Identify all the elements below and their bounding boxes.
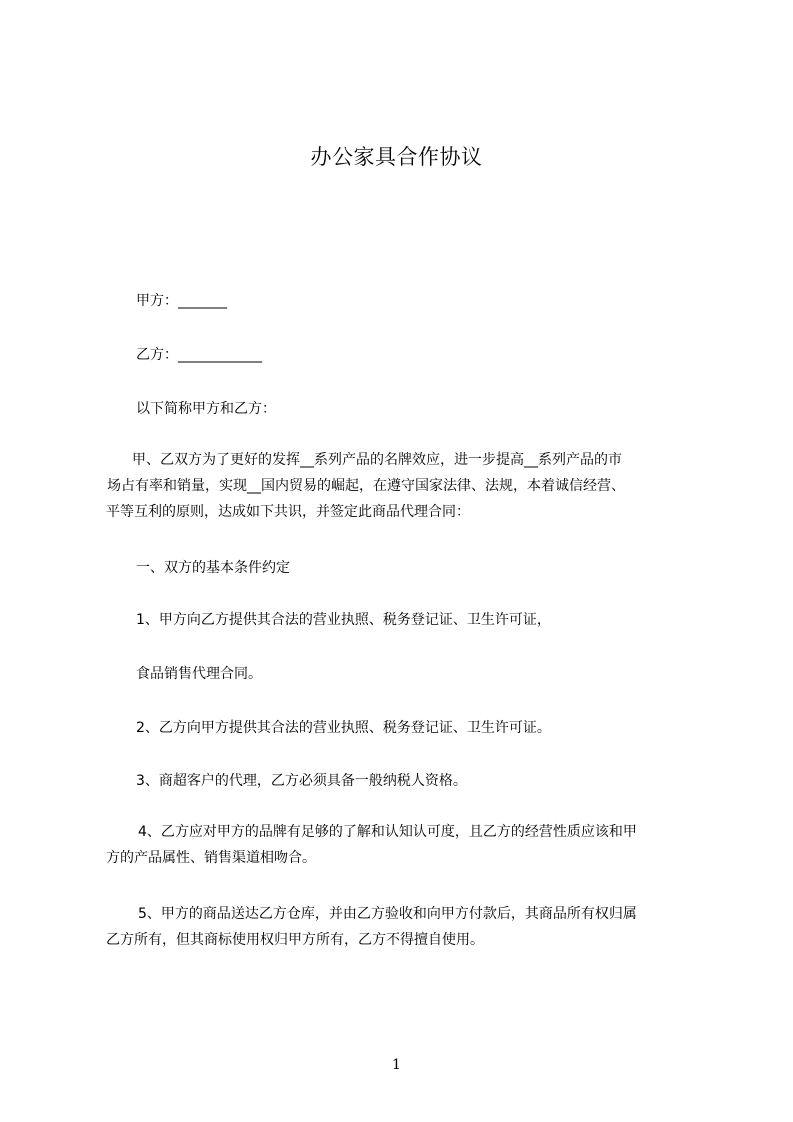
preamble-paragraph [106,447,706,525]
clause-5-line: 5、甲方的商品送达乙方仓库，并由乙方验收和向甲方付款后，其商品所有权归属 [138,906,637,922]
clause-4-paragraph [106,819,706,871]
preamble-line: 场占有率和销量，实现__国内贸易的崛起，在遵守国家法律、法规，本着诚信经营、 [107,478,625,494]
clause-2: 2、乙方向甲方提供其合法的营业执照、税务登记证、卫生许可证。 [136,720,551,736]
clause-1-continuation: 食品销售代理合同。 [136,666,262,682]
party-a-line: 甲方：_______ [136,293,227,309]
clause-4-line: 4、乙方应对甲方的品牌有足够的了解和认知认可度，且乙方的经营性质应该和甲 [138,824,637,840]
section-1-heading: 一、双方的基本条件约定 [136,560,290,576]
clause-1: 1、甲方向乙方提供其合法的营业执照、税务登记证、卫生许可证， [136,612,551,628]
preamble-line: 甲、乙双方为了更好的发挥__系列产品的名牌效应，进一步提高__系列产品的市 [118,452,622,468]
party-b-line: 乙方：____________ [136,347,262,363]
intro-line: 以下简称甲方和乙方： [136,401,276,417]
clause-5-paragraph [106,901,706,953]
page-number: 1 [392,1057,401,1073]
clause-4-line: 方的产品属性、销售渠道相吻合。 [106,850,316,866]
clause-3: 3、商超客户的代理，乙方必须具备一般纳税人资格。 [136,773,467,789]
preamble-line: 平等互利的原则，达成如下共识，并签定此商品代理合同： [106,504,470,520]
clause-5-line: 乙方所有，但其商标使用权归甲方所有，乙方不得擅自使用。 [106,932,484,948]
document-title: 办公家具合作协议 [310,145,483,169]
